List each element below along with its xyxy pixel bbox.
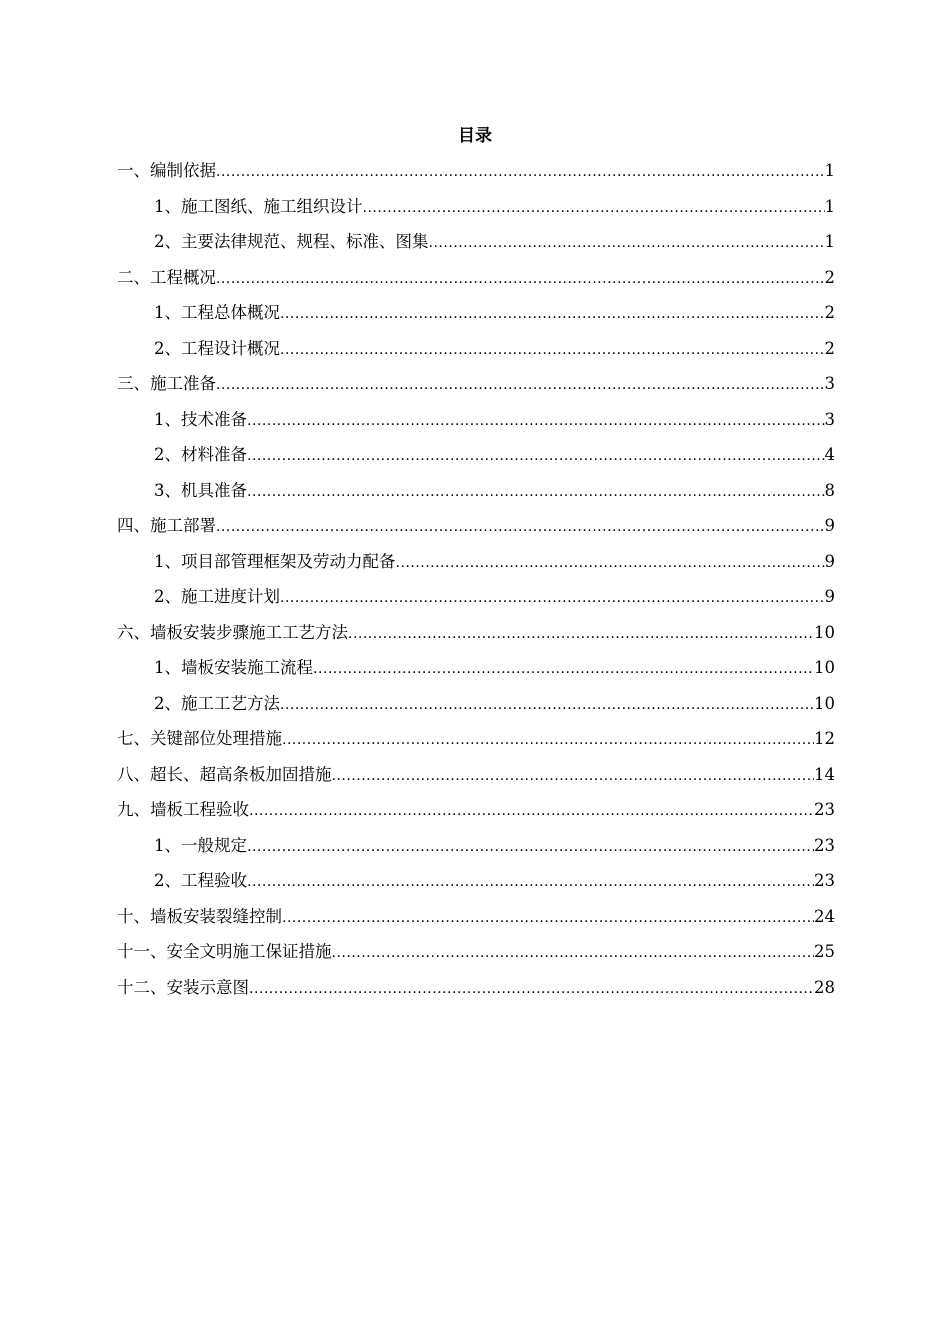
toc-entry-text: 2、施工工艺方法 (154, 693, 280, 713)
toc-entry-text: 十二、安装示意图 (117, 977, 249, 997)
toc-dot-leader (247, 870, 814, 894)
toc-entry[interactable] (117, 834, 835, 870)
toc-entry[interactable] (117, 337, 835, 373)
toc-entry[interactable] (117, 372, 835, 408)
toc-dot-leader (429, 231, 825, 255)
toc-dot-leader (282, 728, 814, 752)
toc-entry[interactable] (117, 266, 835, 302)
toc-entry[interactable] (117, 159, 835, 195)
toc-page-number: 9 (824, 551, 835, 571)
toc-entry-text: 三、施工准备 (117, 374, 216, 393)
toc-page-number: 1 (824, 196, 835, 216)
toc-title: 目录 (458, 126, 492, 146)
toc-entry-text: 九、墙板工程验收 (117, 800, 249, 819)
toc-entry[interactable] (117, 727, 835, 763)
toc-dot-leader (332, 941, 815, 965)
toc-entry[interactable] (117, 301, 835, 337)
toc-dot-leader (247, 444, 825, 468)
toc-entry-text: 二、工程概况 (117, 267, 216, 287)
toc-entry[interactable] (117, 479, 835, 515)
toc-entry-text: 十、墙板安装裂缝控制 (117, 906, 282, 926)
toc-page-number: 2 (824, 267, 835, 287)
toc-entry[interactable] (117, 656, 835, 692)
toc-page-number: 9 (824, 587, 835, 606)
toc-entry-text: 1、一般规定 (154, 835, 247, 855)
toc-entry-text: 2、工程设计概况 (154, 338, 280, 358)
toc-page-number: 24 (814, 906, 835, 926)
toc-entry-text: 四、施工部署 (117, 516, 216, 535)
toc-dot-leader (396, 551, 825, 575)
toc-entry[interactable] (117, 905, 835, 941)
toc-entry[interactable] (117, 621, 835, 657)
toc-page-number: 28 (814, 977, 835, 997)
toc-entry-text: 1、工程总体概况 (154, 303, 280, 322)
toc-page-number: 14 (814, 764, 835, 784)
toc-dot-leader (348, 622, 814, 646)
toc-entry-text: 2、工程验收 (154, 871, 247, 890)
toc-page-number: 25 (814, 942, 835, 961)
toc-entry[interactable] (117, 976, 835, 1012)
toc-page-number: 23 (814, 871, 835, 890)
toc-page-number: 1 (824, 232, 835, 251)
toc-page-number: 4 (824, 445, 835, 464)
toc-dot-leader (280, 586, 825, 610)
toc-entry[interactable] (117, 798, 835, 834)
toc-entry-text: 十一、安全文明施工保证措施 (117, 942, 332, 961)
toc-entry-text: 1、施工图纸、施工组织设计 (154, 196, 363, 216)
toc-dot-leader (247, 409, 825, 433)
toc-page-number: 9 (824, 516, 835, 535)
toc-dot-leader (363, 196, 825, 220)
toc-dot-leader (313, 657, 814, 681)
toc-dot-leader (216, 267, 825, 291)
toc-entry[interactable] (117, 585, 835, 621)
toc-dot-leader (216, 160, 825, 184)
toc-entry-text: 七、关键部位处理措施 (117, 729, 282, 748)
toc-page-number: 3 (824, 409, 835, 429)
toc-entry-text: 1、项目部管理框架及劳动力配备 (154, 551, 396, 571)
toc-page-number: 2 (824, 303, 835, 322)
toc-page-number: 10 (814, 658, 835, 677)
toc-page-number: 1 (824, 161, 835, 180)
toc-entry[interactable] (117, 692, 835, 728)
toc-entry-text: 1、技术准备 (154, 409, 247, 429)
toc-entry-text: 六、墙板安装步骤施工工艺方法 (117, 622, 348, 642)
toc-entry-text: 一、编制依据 (117, 161, 216, 180)
toc-page-number: 8 (824, 480, 835, 500)
toc-dot-leader (216, 515, 825, 539)
toc-entry[interactable] (117, 195, 835, 231)
toc-dot-leader (280, 693, 814, 717)
toc-entry-text: 2、施工进度计划 (154, 587, 280, 606)
toc-entry[interactable] (117, 443, 835, 479)
toc-dot-leader (247, 835, 814, 859)
toc-dot-leader (249, 977, 814, 1001)
toc-entry-text: 3、机具准备 (154, 480, 247, 500)
toc-page-number: 2 (824, 338, 835, 358)
toc-entry[interactable] (117, 550, 835, 586)
toc-page-number: 10 (814, 693, 835, 713)
toc-entry[interactable] (117, 230, 835, 266)
toc-entry[interactable] (117, 869, 835, 905)
toc-page-number: 23 (814, 835, 835, 855)
toc-dot-leader (332, 764, 815, 788)
toc-dot-leader (282, 906, 814, 930)
toc-entry-text: 2、主要法律规范、规程、标准、图集 (154, 232, 429, 251)
toc-entry-text: 八、超长、超高条板加固措施 (117, 764, 332, 784)
toc-entry[interactable] (117, 514, 835, 550)
toc-page-number: 3 (824, 374, 835, 393)
toc-entry-text: 2、材料准备 (154, 445, 247, 464)
toc-entry[interactable] (117, 940, 835, 976)
toc-dot-leader (249, 799, 814, 823)
toc-page-number: 10 (814, 622, 835, 642)
toc-entry[interactable] (117, 763, 835, 799)
toc-list (117, 159, 835, 1011)
toc-dot-leader (280, 302, 825, 326)
toc-entry-text: 1、墙板安装施工流程 (154, 658, 313, 677)
toc-dot-leader (216, 373, 825, 397)
toc-page-number: 23 (814, 800, 835, 819)
toc-entry[interactable] (117, 408, 835, 444)
toc-dot-leader (247, 480, 825, 504)
toc-page-number: 12 (814, 729, 835, 748)
toc-dot-leader (280, 338, 825, 362)
